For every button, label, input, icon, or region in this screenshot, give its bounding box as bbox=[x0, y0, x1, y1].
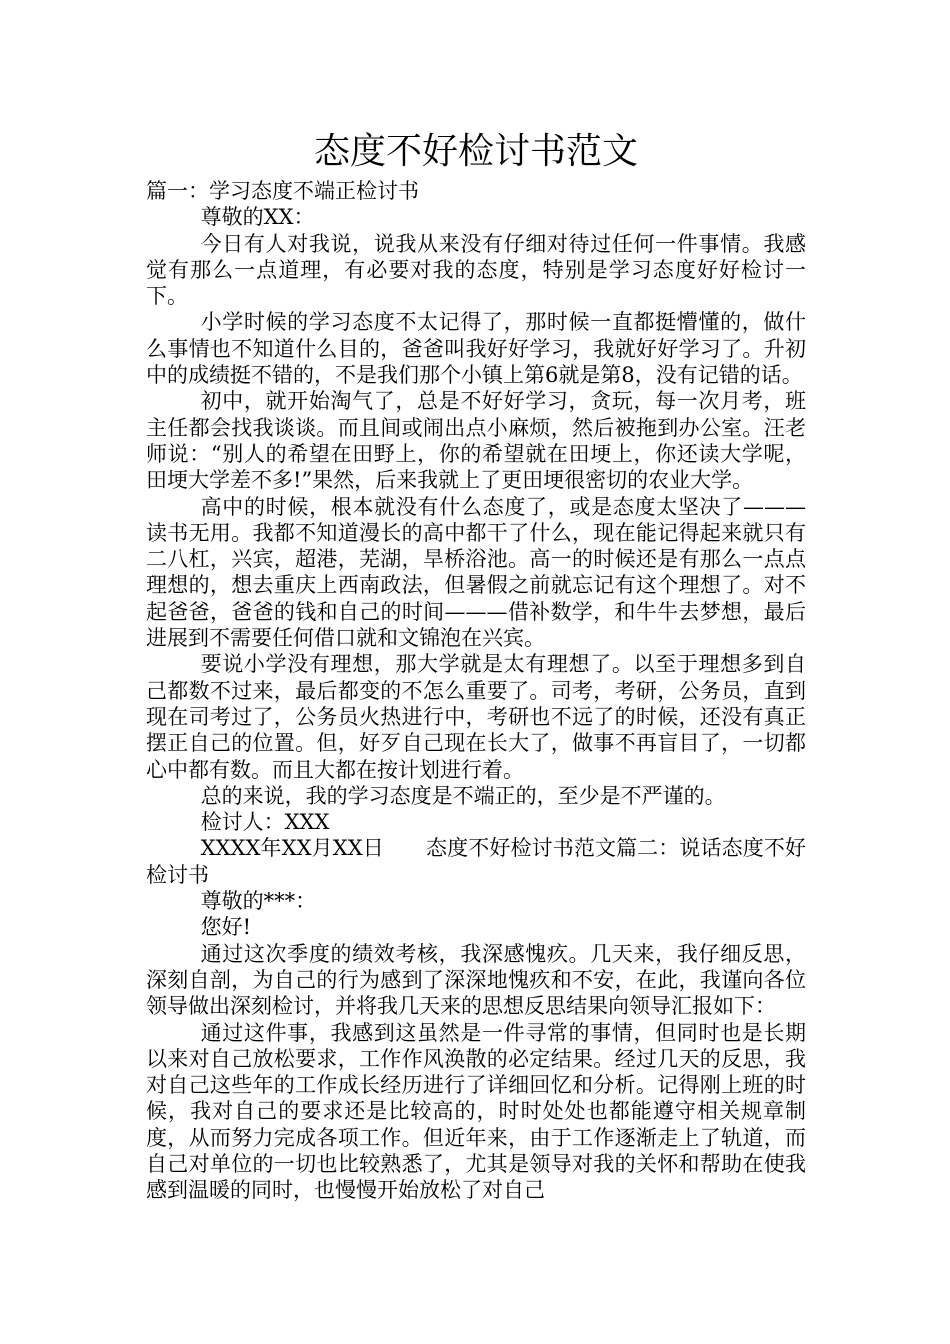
section1-heading: 篇一：学习态度不端正检讨书 bbox=[146, 179, 419, 203]
s1-date: XXXX年XX月XX日 bbox=[200, 836, 384, 861]
s2-salutation: 尊敬的***： bbox=[200, 889, 317, 914]
s1-paragraph-3: 初中，就开始淘气了，总是不好好学习，贪玩，每一次月考，班主任都会找我谈谈。而且间或闹出点小麻烦，然后被拖到办公室。汪老师说：“别人的希望在田野上，你的希望就在田埂上，你还读大学呢，田埂大学差不多!”果然，后来我就上了更田埂很密切的农业大学。 bbox=[146, 389, 806, 493]
document-page bbox=[146, 128, 806, 1204]
s1-paragraph-4: 高中的时候，根本就没有什么态度了，或是态度太坚决了———读书无用。我都不知道漫长的高中都干了什么，现在能记得起来就只有二八杠，兴宾，超港，芜湖，旱桥浴池。高一的时候还是有那么一点点理想的，想去重庆上西南政法，但暑假之前就忘记有这个理想了。对不起爸爸，爸爸的钱和自己的时间———借补数学，和牛牛去梦想，最后进展到不需要任何借口就和文锦泡在兴宾。 bbox=[146, 494, 806, 651]
s2-paragraph-1: 通过这次季度的绩效考核，我深感愧疚。几天来，我仔细反思，深刻自剖，为自己的行为感到了深深地愧疚和不安，在此，我谨向各位领导做出深刻检讨，并将我几天来的思想反思结果向领导汇报如下： bbox=[146, 941, 806, 1019]
s2-paragraph-2: 通过这件事，我感到这虽然是一件寻常的事情，但同时也是长期以来对自己放松要求，工作作风涣散的必定结果。经过几天的反思，我对自己这些年的工作成长经历进行了详细回忆和分析。记得刚上班的时候，我对自己的要求还是比较高的，时时处处也都能遵守相关规章制度，从而努力完成各项工作。但近年来，由于工作逐渐走上了轨道，而自己对单位的一切也比较熟悉了，尤其是领导对我的关怀和帮助在使我感到温暖的同时，也慢慢开始放松了对自己 bbox=[146, 1020, 806, 1203]
s1-signer: 检讨人：XXX bbox=[200, 810, 330, 835]
s1-salutation: 尊敬的XX： bbox=[200, 205, 315, 230]
section2-heading: 态度不好检讨书范文篇二：说话态度不好检讨书 bbox=[146, 836, 807, 887]
s1-paragraph-6: 总的来说，我的学习态度是不端正的，至少是不严谨的。 bbox=[200, 783, 726, 808]
s2-greeting: 您好! bbox=[200, 915, 252, 940]
document-title: 态度不好检讨书范文 bbox=[313, 131, 638, 172]
s1-paragraph-5: 要说小学没有理想，那大学就是太有理想了。以至于理想多到自己都数不过来，最后都变的不怎么重要了。司考，考研，公务员，直到现在司考过了，公务员火热进行中，考研也不远了的时候，还没有真正摆正自己的位置。但，好歹自己现在长大了，做事不再盲目了，一切都心中都有数。而且大都在按计划进行着。 bbox=[146, 652, 806, 782]
s1-paragraph-2: 小学时候的学习态度不太记得了，那时候一直都挺懵懂的，做什么事情也不知道什么目的，爸爸叫我好好学习，我就好好学习了。升初中的成绩挺不错的，不是我们那个小镇上第6就是第8，没有记错的话。 bbox=[146, 310, 806, 388]
s1-date-and-section2-heading bbox=[146, 835, 806, 888]
document-body bbox=[146, 178, 806, 1204]
s1-paragraph-1: 今日有人对我说，说我从来没有仔细对待过任何一件事情。我感觉有那么一点道理，有必要对我的态度，特别是学习态度好好检讨一下。 bbox=[146, 231, 806, 309]
